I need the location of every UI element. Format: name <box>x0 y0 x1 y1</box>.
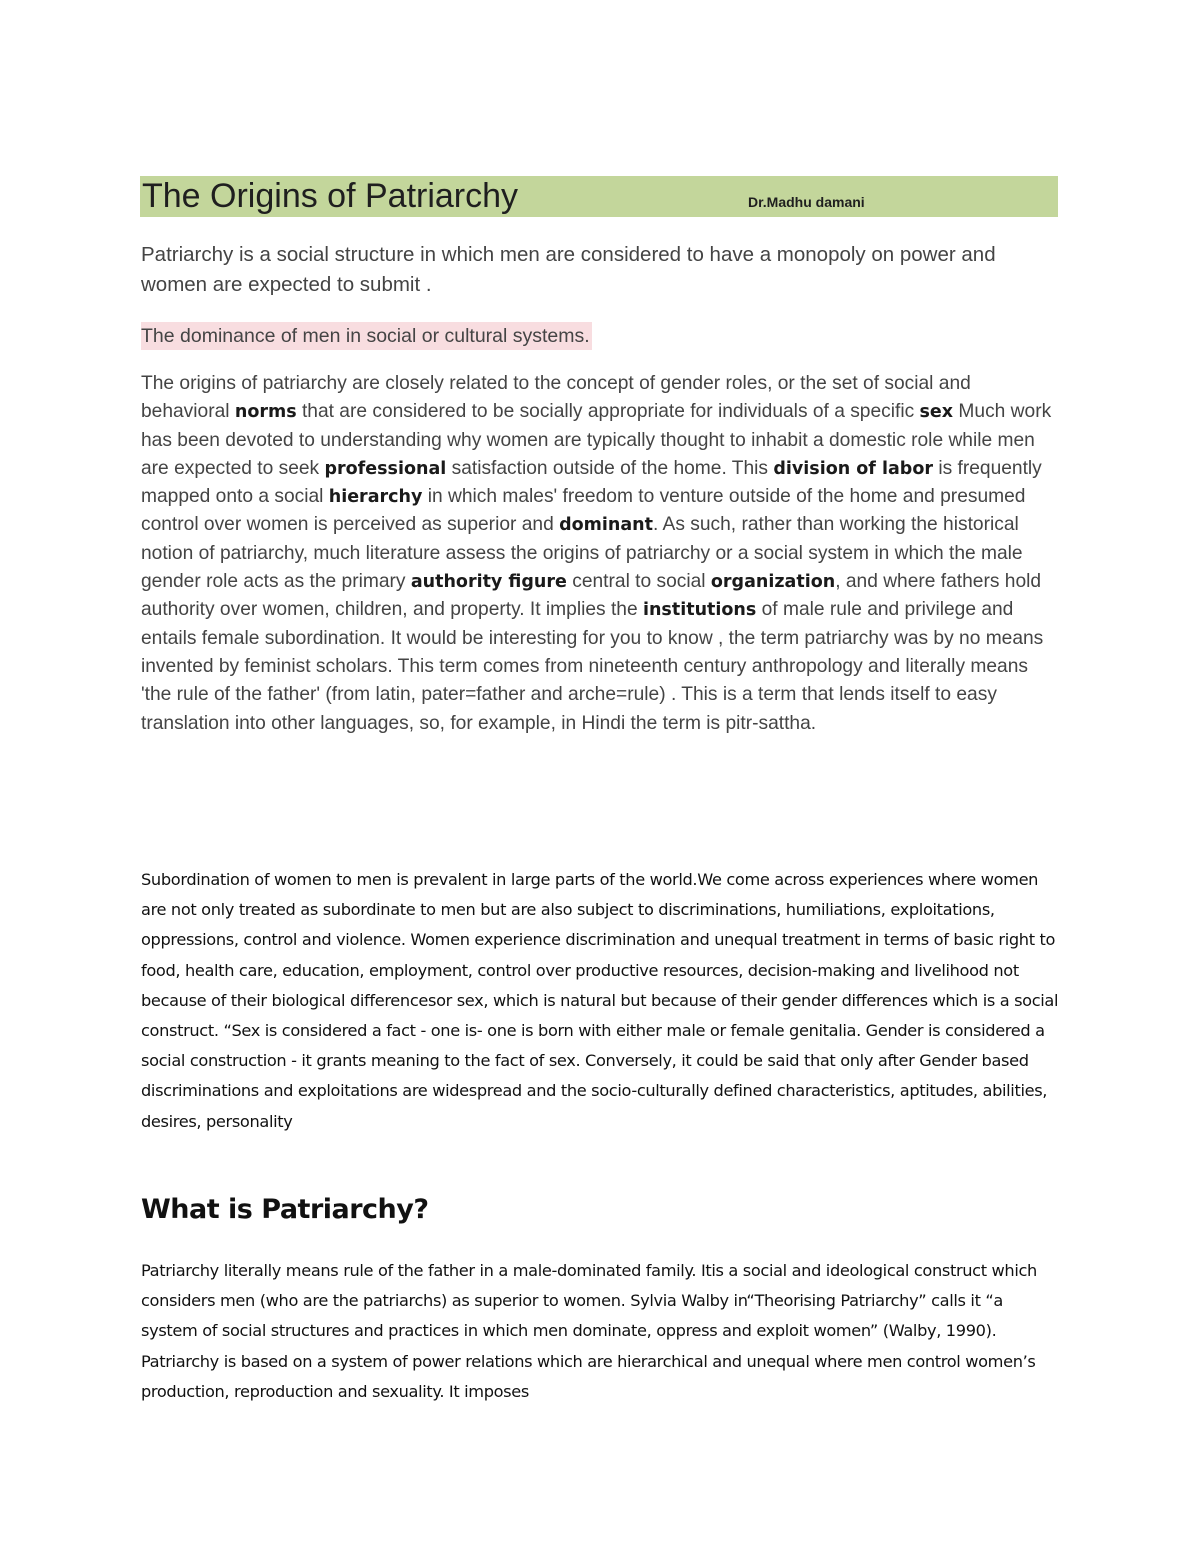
origins-text: of male rule and privilege and entails female subordination. It would be interesting for you to know , the term patriarchy was by no means invented by feminist scholars. This term comes from nineteenth century anthropology and literally means 'the rule of the father' (from latin, pater=father and arche=rule) . This is a term that lends itself to easy translation into other languages, so, for example, in Hindi the term is pitr-sattha. <box>141 599 1044 734</box>
keyword-division-of-labor: division of labor <box>773 458 933 479</box>
origins-text: Much work has been devoted to understanding why women are typically thought to inhabit a domestic role while men are expected to seek <box>141 401 1052 479</box>
author-name: Dr.Madhu damani <box>748 194 865 210</box>
keyword-institutions: institutions <box>642 600 757 621</box>
keyword-organization: organization <box>710 572 836 593</box>
origins-paragraph <box>141 370 1059 738</box>
keyword-norms: norms <box>234 402 297 423</box>
subordination-paragraph: Subordination of women to men is prevalent in large parts of the world.We come across experiences where women are not only treated as subordinate to men but are also subject to discriminations, humiliations, exploitations, oppressions, control and violence. Women experience discrimination and unequal treatment in terms of basic right to food, health care, education, employment, control over productive resources, decision-making and livelihood not because of their biological differencesor sex, which is natural but because of their gender differences which is a social construct. “Sex is considered a fact - one is- one is born with either male or female genitalia. Gender is considered a social construction - it grants meaning to the fact of sex. Conversely, it could be said that only after Gender based discriminations and exploitations are widespread and the socio-culturally defined characteristics, aptitudes, abilities, desires, personality <box>141 870 1059 1131</box>
origins-text: in which males' freedom to venture outside of the home and presumed control over women is perceived as superior and <box>141 486 1026 536</box>
keyword-sex: sex <box>919 402 954 423</box>
origins-text: , and where fathers hold authority over women, children, and property. It implies the <box>141 571 1042 621</box>
intro-paragraph: Patriarchy is a social structure in which men are considered to have a monopoly on power and women are expected to submit . <box>141 243 996 296</box>
origins-text: that are considered to be socially appropriate for individuals of a specific <box>296 401 920 423</box>
section-heading: What is Patriarchy? <box>141 1194 429 1225</box>
origins-text: central to social <box>566 571 711 593</box>
origins-text: The origins of patriarchy are closely related to the concept of gender roles, or the set of social and behavioral <box>141 373 971 423</box>
title-bar <box>140 176 1058 217</box>
keyword-professional: professional <box>324 458 447 479</box>
origins-text: . As such, rather than working the historical notion of patriarchy, much literature assess the origins of patriarchy or a social system in which the male gender role acts as the primary <box>141 514 1023 593</box>
origins-text: satisfaction outside of the home. This <box>446 457 774 479</box>
origins-text: is frequently mapped onto a social <box>141 457 1042 508</box>
highlighted-definition: The dominance of men in social or cultural systems. <box>141 322 592 350</box>
keyword-dominant: dominant <box>559 515 653 536</box>
document-title: The Origins of Patriarchy <box>142 177 519 215</box>
patriarchy-definition-paragraph: Patriarchy literally means rule of the father in a male-dominated family. Itis a social and ideological construct which considers men (who are the patriarchs) as superior to women. Sylvia Walby in“Theorising Patriarchy” calls it “a system of social structures and practices in which men dominate, oppress and exploit women” (Walby, 1990). Patriarchy is based on a system of power relations which are hierarchical and unequal where men control women’s production, reproduction and sexuality. It imposes <box>141 1261 1037 1401</box>
keyword-authority-figure: authority figure <box>410 572 567 593</box>
keyword-hierarchy: hierarchy <box>328 487 423 508</box>
